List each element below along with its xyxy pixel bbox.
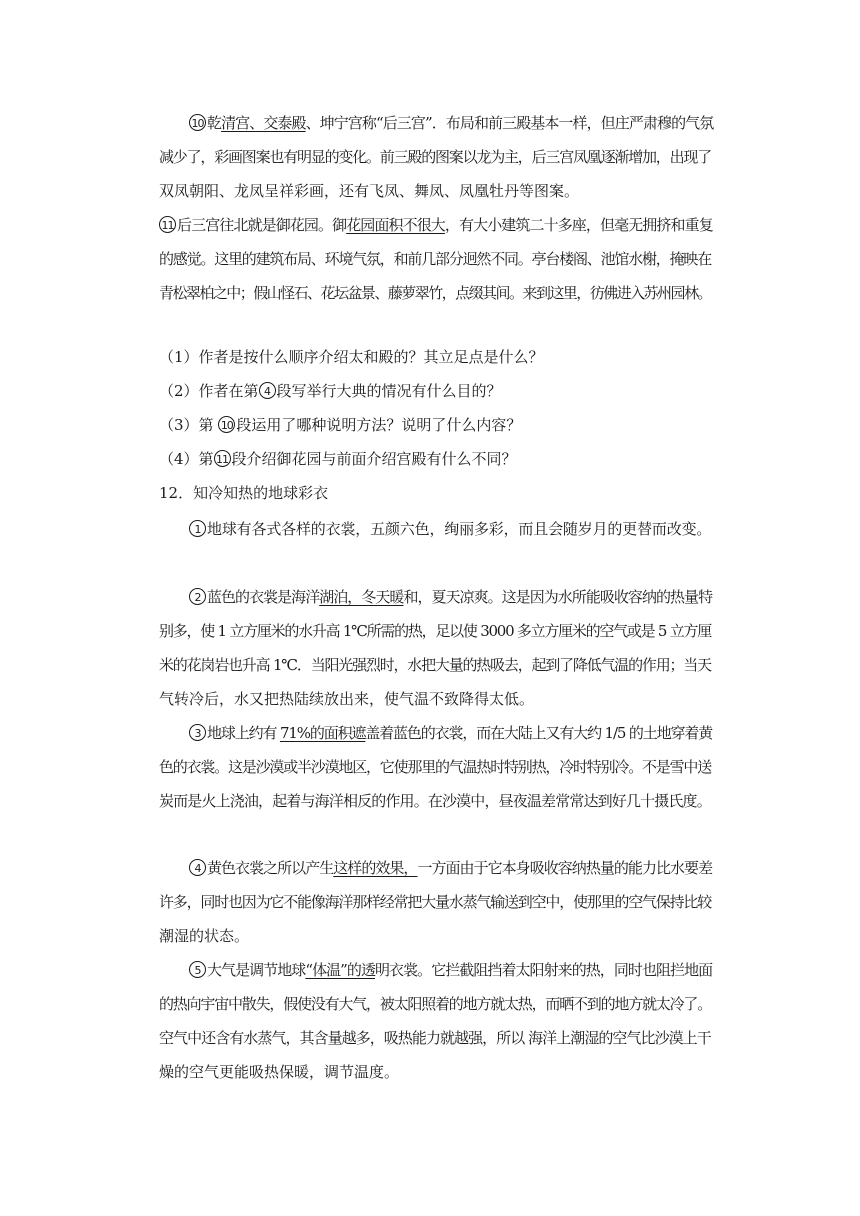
underlined-text: 花园面积不很大 <box>346 216 445 234</box>
question-1: （1）作者是按什么顺序介绍太和殿的？其立足点是什么？ <box>159 348 544 366</box>
circled-number-5: 5 <box>189 961 206 978</box>
paragraph-10-line-2: 减少了，彩画图案也有明显的变化。前三殿的图案以龙为主，后三宫凤凰逐渐增加，出现了 <box>159 148 712 166</box>
underlined-text: 71%的面积遮 <box>279 724 366 742</box>
question-3: （3）第 10 段运用了哪种说明方法？说明了什么内容？ <box>159 416 522 434</box>
essay-paragraph-3: 3 地球上约有 71%的面积遮盖着蓝色的衣裳，而在大陆上又有大约 1/5 的土地穿着黄 色的衣裳。这是沙漠或半沙漠地区，它使那里的气温热时特别热，冷时特别冷。不是雪中送 炭而是火上浇油，起着与海洋相反的作用。在沙漠中，昼夜温差常常达到好几十摄氏度。 <box>159 724 713 810</box>
essay-paragraph-5: 5 大气是调节地球“体温”的透明衣裳。它拦截阻挡着太阳射来的热，同时也阻拦地面 的热向宇宙中散失，假使没有大气，被太阳照着的地方就太热，而晒不到的地方就太冷了。 空气中还含有水蒸气，其含量越多，吸热能力就越强，所以 海洋上潮湿的空气比沙漠上干 燥的空气更能吸热保暖，调节温度。 <box>159 961 713 1081</box>
circled-number-1: 1 <box>189 520 206 537</box>
essay-paragraph-2: 2 蓝色的衣裳是海洋湖泊，冬天暖和，夏天凉爽。这是因为水所能吸收容纳的热量特 别多，使 1 立方厘米的水升高 1℃所需的热，足以使 3000 多立方厘米的空气或是 5 立方厘 米的花岗岩也升高 1℃．当阳光强烈时，水把大量的热吸去，起到了降低气温的作用；当天 气转冷后，水又把热陆续放出来，使气温不致降得太低。 <box>159 588 713 708</box>
underlined-text: “体温”的透 <box>305 961 375 979</box>
paragraph-11-line-1: 11 后三宫往北就是御花园。御花园面积不很大，有大小建筑二十多座，但毫无拥挤和重复 <box>159 208 711 242</box>
paragraph-11 <box>159 208 711 310</box>
circled-number-2: 2 <box>189 588 206 605</box>
question-2: （2）作者在第 4 段写举行大典的情况有什么目的？ <box>159 382 502 400</box>
paragraph-10 <box>159 106 714 208</box>
circled-number-10: 10 <box>189 114 206 131</box>
paragraph-10-line-1: 10 乾清宫、交泰殿、坤宁宫称“后三宫”．布局和前三殿基本一样，但庄严肃穆的气氛 <box>159 106 711 140</box>
essay-paragraph-4: 4 黄色衣裳之所以产生这样的效果，一方面由于它本身吸收容纳热量的能力比水要差 许多，同时也因为它不能像海洋那样经常把大量水蒸气输送到空中，使那里的空气保持比较 潮湿的状态。 <box>159 859 713 945</box>
paragraph-11-line-3: 青松翠柏之中；假山怪石、花坛盆景、藤萝翠竹，点缀其间。来到这里，彷佛进入苏州园林。 <box>159 284 711 302</box>
circled-number-11: 11 <box>214 450 231 467</box>
question-4: （4）第 11 段介绍御花园与前面介绍宫殿有什么不同？ <box>159 450 517 468</box>
circled-number-3: 3 <box>189 724 206 741</box>
underlined-text: 清宫、交泰殿 <box>221 114 306 132</box>
circled-number-4: 4 <box>189 859 206 876</box>
paragraph-11-line-2: 的感觉。这里的建筑布局、环境气氛，和前几部分迥然不同。亭台楼阁、池馆水榭，掩映在 <box>159 250 712 268</box>
paragraph-10-line-3: 双凤朝阳、龙凤呈祥彩画，还有飞凤、舞凤、凤凰牡丹等图案。 <box>159 182 580 200</box>
underlined-text: 这样的效果， <box>333 859 418 877</box>
underlined-text: 湖泊，冬天暖 <box>319 588 404 606</box>
circled-number-4: 4 <box>259 382 276 399</box>
circled-number-10: 10 <box>218 416 235 433</box>
essay-paragraph-1: 1 地球有各式各样的衣裳，五颜六色，绚丽多彩，而且会随岁月的更替而改变。 <box>159 512 711 546</box>
circled-number-11: 11 <box>159 216 176 233</box>
section-title-12: 12．知冷知热的地球彩衣 <box>159 484 329 502</box>
